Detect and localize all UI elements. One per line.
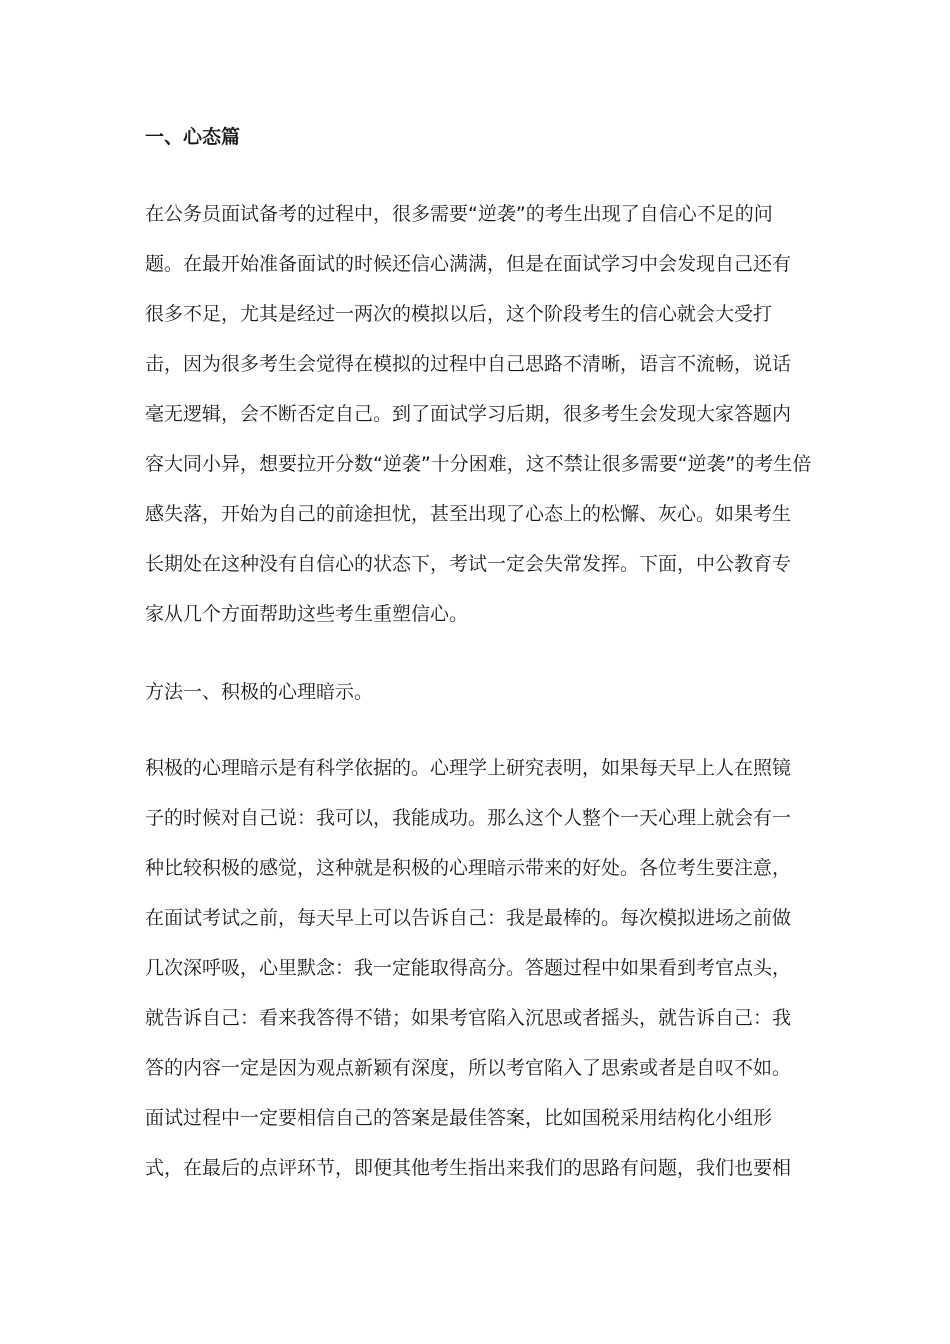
paragraph-line: 几次深呼吸，心里默念：我一定能取得高分。答题过程中如果看到考官点头， (145, 957, 792, 979)
section-heading: 一、心态篇 (145, 126, 241, 148)
paragraph-line: 在公务员面试备考的过程中，很多需要“逆袭”的考生出现了自信心不足的问 (145, 203, 773, 225)
paragraph-line: 就告诉自己：看来我答得不错；如果考官陷入沉思或者摇头，就告诉自己：我 (145, 1007, 792, 1029)
paragraph-line: 容大同小异，想要拉开分数“逆袭”十分困难，这不禁让很多需要“逆袭”的考生倍 (145, 453, 812, 475)
paragraph-line: 答的内容一定是因为观点新颖有深度，所以考官陷入了思索或者是自叹不如。 (145, 1057, 792, 1079)
paragraph-line: 长期处在这种没有自信心的状态下，考试一定会失常发挥。下面，中公教育专 (145, 553, 792, 575)
paragraph-line: 毫无逻辑，会不断否定自己。到了面试学习后期，很多考生会发现大家答题内 (145, 403, 792, 425)
paragraph-line: 很多不足，尤其是经过一两次的模拟以后，这个阶段考生的信心就会大受打 (145, 303, 773, 325)
paragraph-line: 感失落，开始为自己的前途担忧，甚至出现了心态上的松懈、灰心。如果考生 (145, 503, 792, 525)
paragraph-line: 式，在最后的点评环节，即便其他考生指出来我们的思路有问题，我们也要相 (145, 1157, 792, 1179)
paragraph-line: 种比较积极的感觉，这种就是积极的心理暗示带来的好处。各位考生要注意， (145, 857, 792, 879)
paragraph-line: 击，因为很多考生会觉得在模拟的过程中自己思路不清晰，语言不流畅，说话 (145, 353, 792, 375)
paragraph-line: 题。在最开始准备面试的时候还信心满满，但是在面试学习中会发现自己还有 (145, 253, 792, 275)
paragraph-line: 子的时候对自己说：我可以，我能成功。那么这个人整个一天心理上就会有一 (145, 807, 792, 829)
method-title: 方法一、积极的心理暗示。 (145, 681, 374, 703)
paragraph-line: 家从几个方面帮助这些考生重塑信心。 (145, 603, 469, 625)
paragraph-line: 积极的心理暗示是有科学依据的。心理学上研究表明，如果每天早上人在照镜 (145, 757, 792, 779)
paragraph-line: 面试过程中一定要相信自己的答案是最佳答案，比如国税采用结构化小组形 (145, 1107, 773, 1129)
paragraph-line: 在面试考试之前，每天早上可以告诉自己：我是最棒的。每次模拟进场之前做 (145, 907, 792, 929)
